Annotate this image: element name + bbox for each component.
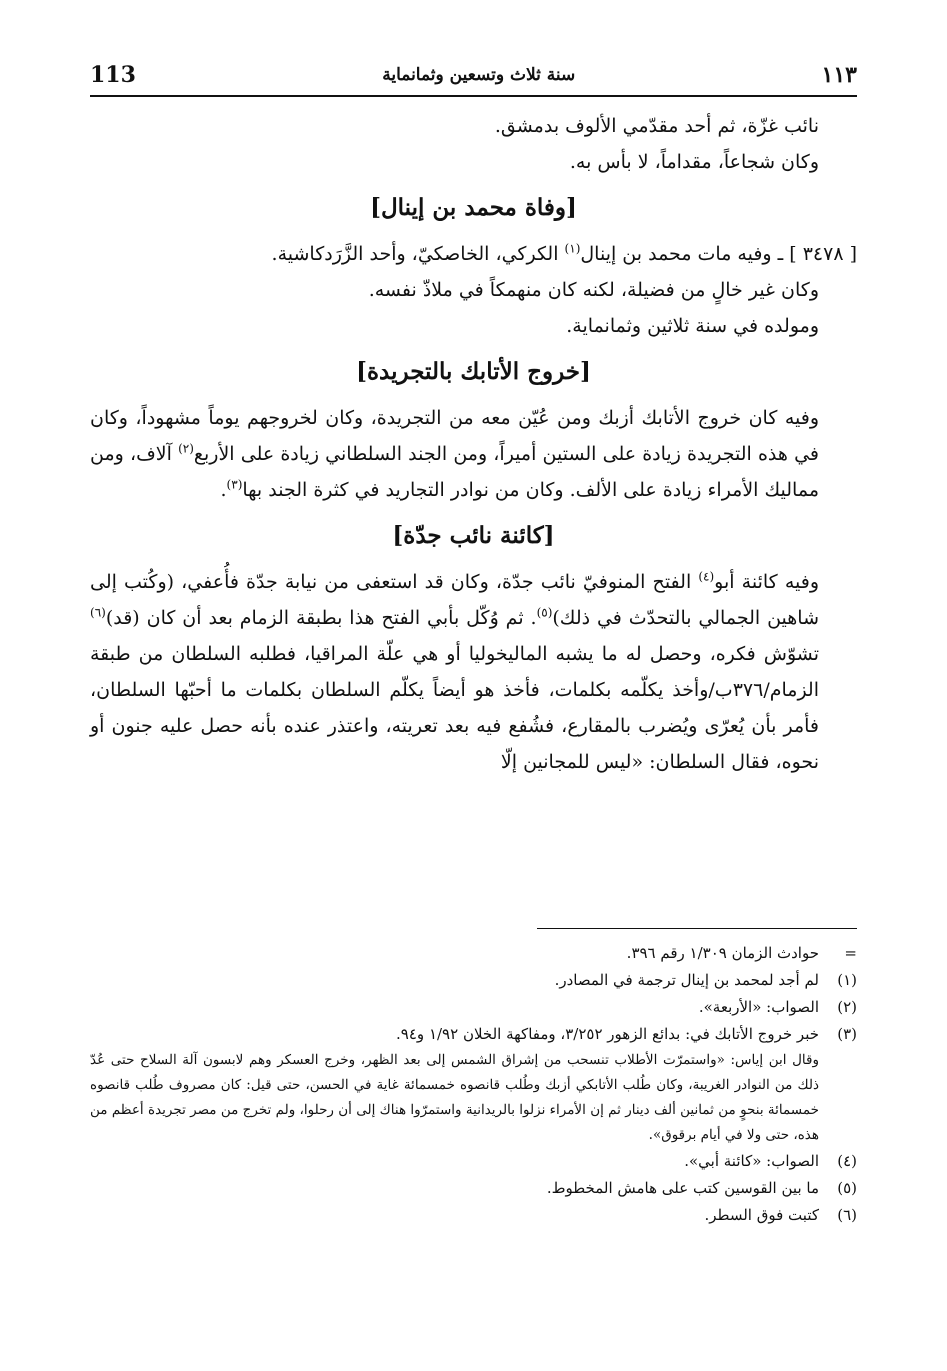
- footnote-marker-5: (٥): [536, 605, 553, 620]
- footnote-6: [90, 1202, 857, 1229]
- footnote-5: [90, 1175, 857, 1202]
- footnote-text: لم أجد لمحمد بن إينال ترجمة في المصادر.: [554, 971, 819, 989]
- entry-text-a: [ ٣٤٧٨ ] ـ وفيه مات محمد بن إينال: [580, 243, 857, 265]
- section3-text-b: الفتح المنوفيّ نائب جدّة، وكان قد استعفى من نيابة جدّة فأُعفي، (وكُتب إلى شاهين الجمالي بالتحدّث في ذلك): [90, 571, 819, 629]
- footnote-continued: [90, 940, 857, 967]
- section3-text-d: تشوّش فكره، وحصل له ما يشبه الماليخوليا أو هي علّة المراقيا، فطلبه السلطان من طبقة الزمام/٣٧٦ب/وأخذ يكلّمه بكلمات، فأخذ هو أيضاً يكلّم السلطان بكلمات ما أحبّها السلطان، فأمر بأن يُعرّى ويُضرب بالمقارع، فشُفع فيه بعد تعريته، واعتذر عنده بأنه حصل عليه جنون أو نحوه، فقال السلطان: «ليس للمجانين إلّا: [90, 643, 819, 773]
- section-heading-3: [كائنة نائب جدّة]: [392, 522, 555, 549]
- section3-text-c: . ثم وُكّل بأبي الفتح هذا بطبقة الزمام بعد أن كان (قد): [105, 607, 537, 629]
- footnotes: [90, 940, 857, 1229]
- header-rule: [90, 95, 857, 97]
- footnote-2: [90, 994, 857, 1021]
- footnote-3-quote: وقال ابن إياس: «واستمرّت الأطلاب تنسحب من إشراق الشمس إلى بعد الظهر، وخرج العسكر وهم لابسون آلة السلاح حتى عُدّ ذلك من النوادر الغريبة، وكان طُلب الأتابكي أزبك وطُلب قانصوه خمسمائة غاية في الحسن، حتى قيل: كان مصروف طُلب قانصوه خمسمائة بنحوٍ من ثمانين ألف دينار ثم إن الأمراء نزلوا بالريدانية واستمرّوا هناك إلى أن رحلوا، ولم تخرج من مصر تجريدة أعظم من هذه، حتى ولا في أيام برقوق».: [90, 1052, 819, 1143]
- intro-line-2: وكان شجاعاً، مقداماً، لا بأس به.: [569, 151, 819, 173]
- footnote-number: =: [844, 944, 857, 962]
- section2-paragraph: [90, 400, 857, 508]
- entry-text-b: الكركي، الخاصكيّ، وأحد الزَّرَدكاشية.: [271, 243, 565, 265]
- footnote-text: خبر خروج الأتابك في: بدائع الزهور ٣/٢٥٢، ومفاكهة الخلان ١/٩٢ و٩٤.: [396, 1025, 819, 1043]
- footnote-text: حوادث الزمان ١/٣٠٩ رقم ٣٩٦.: [626, 944, 819, 962]
- footnote-number: (٥): [837, 1179, 857, 1197]
- footnote-4: [90, 1148, 857, 1175]
- intro-line-1: نائب غزّة، ثم أحد مقدّمي الألوف بدمشق.: [494, 115, 819, 137]
- footnote-rule: [537, 928, 857, 929]
- entry-paragraph: [90, 236, 857, 272]
- footnote-marker-2: (٢): [178, 441, 194, 456]
- footnote-number: (١): [837, 971, 857, 989]
- footnote-text: ما بين القوسين كتب على هامش المخطوط.: [546, 1179, 819, 1197]
- section2-text-b: آلاف، ومن مماليك الأمراء زيادة على الألف. وكان من نوادر التجاريد في كثرة الجند بها: [90, 443, 819, 501]
- footnote-3: [90, 1021, 857, 1048]
- page-number-latin: 113: [90, 62, 136, 88]
- footnote-marker-1: (١): [564, 241, 581, 256]
- page-header: [90, 58, 857, 92]
- footnote-text: كتبت فوق السطر.: [704, 1206, 819, 1224]
- footnote-number: (٦): [837, 1206, 857, 1224]
- running-title: سنة ثلاث وتسعين وثمانماية: [382, 65, 576, 85]
- footnote-number: (٤): [837, 1152, 857, 1170]
- entry-line-2: وكان غير خالٍ من فضيلة، لكنه كان منهمكاً في ملاذّ نفسه.: [368, 279, 819, 301]
- footnote-text: الصواب: «كائنة أبي».: [684, 1152, 819, 1170]
- footnote-text: الصواب: «الأربعة».: [698, 998, 819, 1016]
- footnote-marker-4: (٤): [698, 569, 715, 584]
- footnote-number: (٢): [837, 998, 857, 1016]
- section-heading-2: [خروج الأتابك بالتجريدة]: [356, 358, 591, 385]
- section2-text-c: .: [220, 479, 227, 501]
- footnote-marker-6: (٦): [90, 605, 106, 620]
- section3-paragraph: [90, 564, 857, 780]
- footnote-1: [90, 967, 857, 994]
- page-number-arabic: ١١٣: [821, 62, 857, 88]
- footnote-number: (٣): [837, 1025, 857, 1043]
- entry-line-3: ومولده في سنة ثلاثين وثمانماية.: [566, 315, 819, 337]
- section2-text-a: وفيه كان خروج الأتابك أزبك ومن عُيّن معه من التجريدة، وكان لخروجهم يوماً مشهوداً، وكان في هذه التجريدة زيادة على الستين أميراً، ومن الجند السلطاني زيادة على الأربع: [90, 407, 819, 465]
- section3-text-a: وفيه كائنة أبو: [714, 571, 819, 593]
- section-heading-1: [وفاة محمد بن إينال]: [370, 194, 577, 221]
- footnote-marker-3: (٣): [226, 477, 243, 492]
- main-text: [90, 108, 857, 780]
